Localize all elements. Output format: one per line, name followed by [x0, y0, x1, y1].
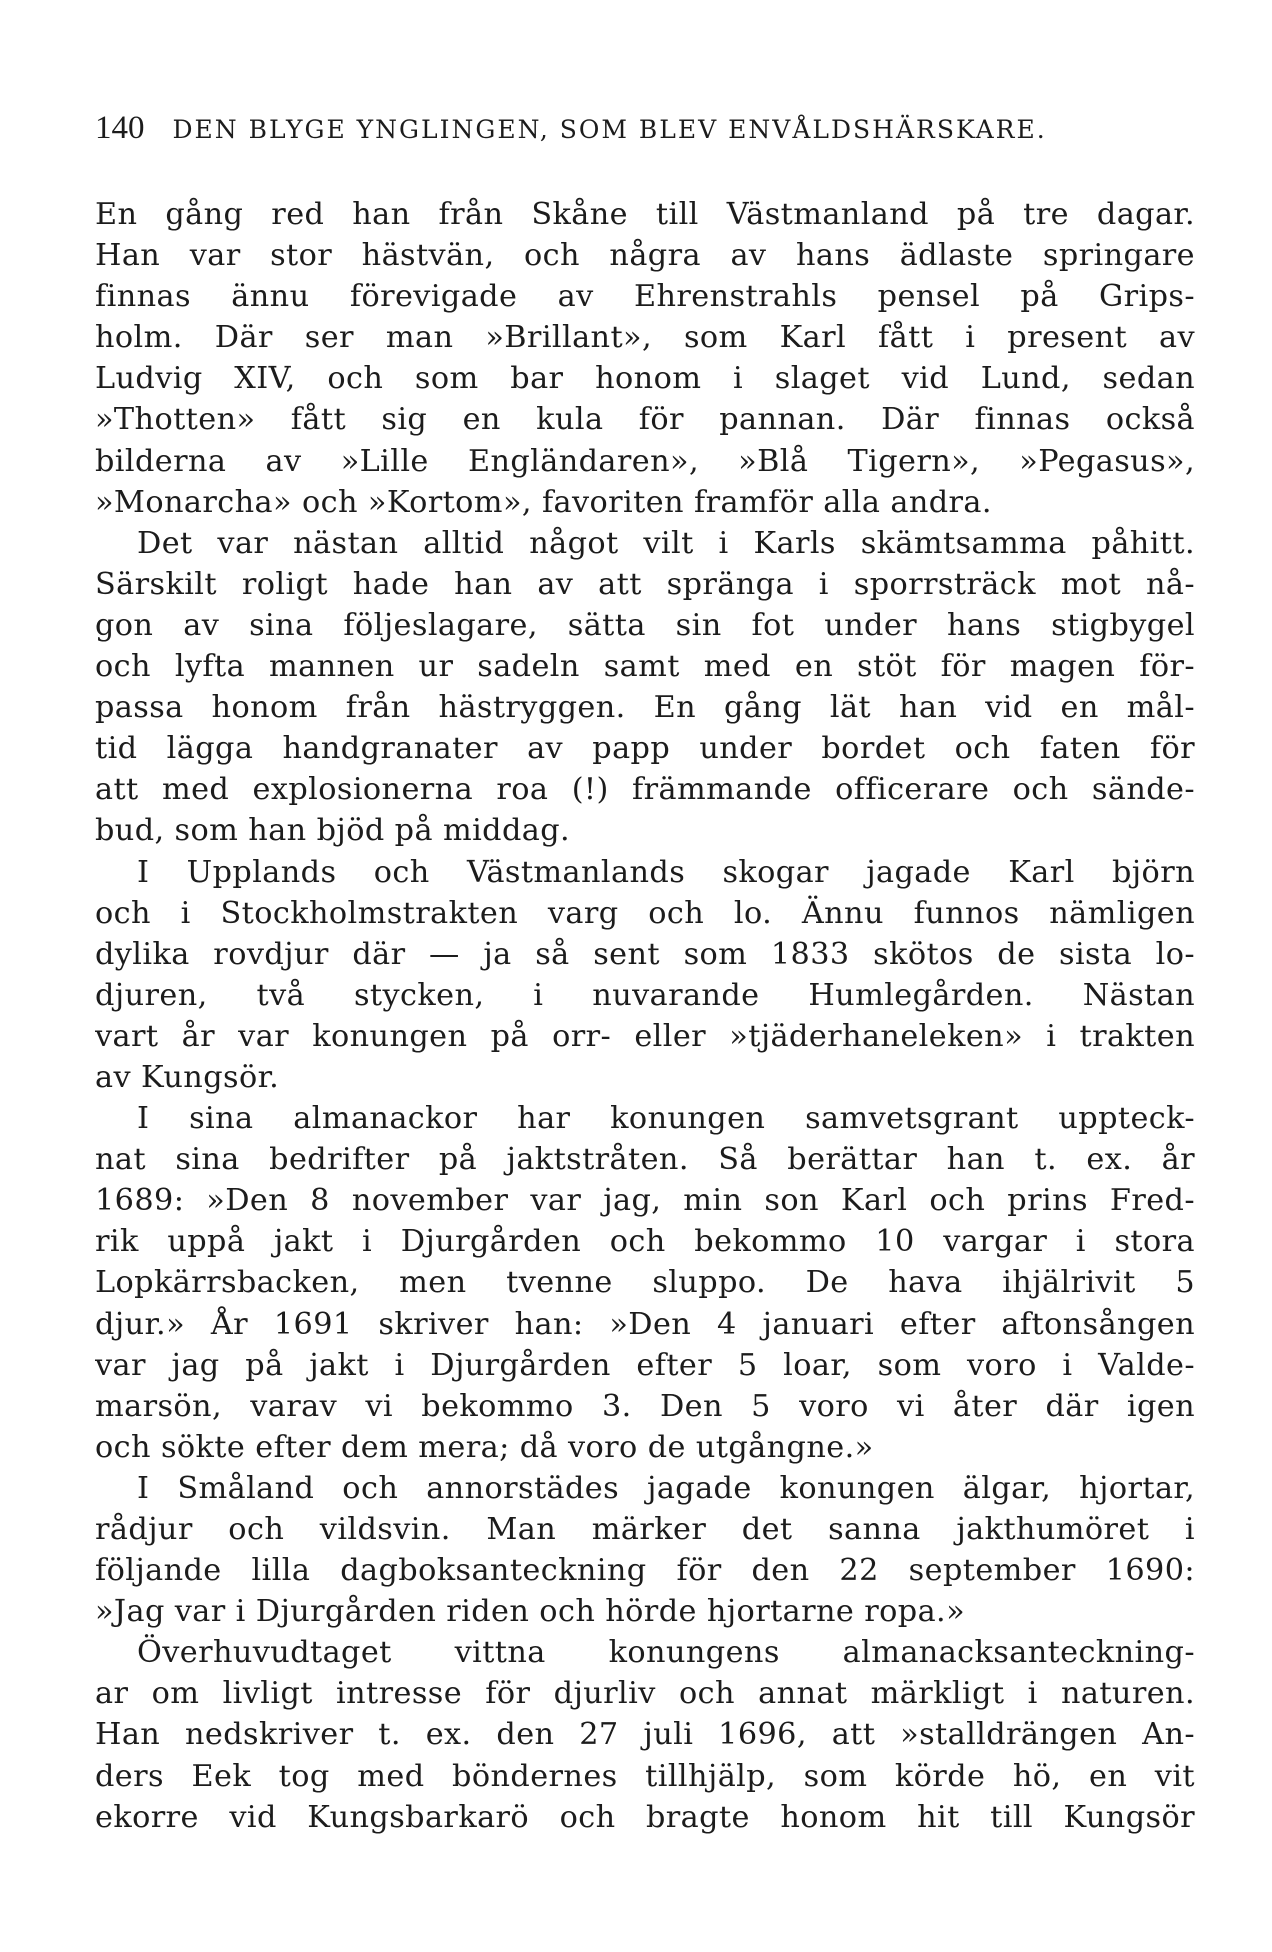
text-line: var jag på jakt i Djurgården efter 5 loar, som voro i Valde- [95, 1347, 1195, 1383]
book-page [95, 110, 1195, 1838]
text-line: finnas ännu förevigade av Ehrenstrahls pensel på Grips- [95, 279, 1195, 315]
text-line: I Upplands och Västmanlands skogar jagade Karl björn [137, 854, 1195, 890]
text-line: En gång red han från Skåne till Västmanland på tre dagar. [95, 197, 1195, 232]
text-line: nat sina bedrifter på jaktstråten. Så berättar han t. ex. år [95, 1142, 1195, 1178]
paragraph [95, 1098, 1195, 1468]
running-title: DEN BLYGE YNGLINGEN, SOM BLEV ENVÅLDSHÄRSKARE. [172, 115, 1047, 144]
text-line: ar om livligt intresse för djurliv och annat märkligt i naturen. [95, 1676, 1195, 1712]
text-line: och lyfta mannen ur sadeln samt med en stöt för magen för- [95, 649, 1195, 685]
text-line: djur.» År 1691 skriver han: »Den 4 januari efter aftonsången [95, 1306, 1195, 1342]
text-line: vart år var konungen på orr- eller »tjäderhaneleken» i trakten [95, 1018, 1195, 1054]
text-line: gon av sina följeslagare, sätta sin fot under hans stigbygel [95, 607, 1195, 643]
running-head [95, 110, 1195, 150]
text-line: Han var stor hästvän, och några av hans ädlaste springare [95, 238, 1195, 274]
text-line: 1689: »Den 8 november var jag, min son Karl och prins Fred- [95, 1183, 1195, 1219]
text-line: ekorre vid Kungsbarkarö och bragte honom hit till Kungsör [95, 1799, 1195, 1835]
text-line: rik uppå jakt i Djurgården och bekommo 10 vargar i stora [95, 1224, 1195, 1260]
text-line: följande lilla dagboksanteckning för den 22 september 1690: [95, 1553, 1195, 1589]
text-line: marsön, varav vi bekommo 3. Den 5 voro vi åter där igen [95, 1388, 1195, 1424]
text-line: rådjur och vildsvin. Man märker det sanna jakthumöret i [95, 1512, 1195, 1547]
text-line: djuren, två stycken, i nuvarande Humlegården. Nästan [95, 977, 1195, 1013]
text-line: I sina almanackor har konungen samvetsgrant uppteck- [137, 1101, 1195, 1137]
text-line: och i Stockholmstrakten varg och lo. Ännu funnos nämligen [95, 895, 1195, 931]
paragraph [95, 1632, 1195, 1837]
text-line: passa honom från hästryggen. En gång lät han vid en mål- [95, 690, 1195, 726]
text-line: ders Eek tog med böndernes tillhjälp, som körde hö, en vit [95, 1758, 1195, 1794]
text-line: »Jag var i Djurgården riden och hörde hjortarne ropa.» [95, 1594, 966, 1630]
text-line: »Monarcha» och »Kortom», favoriten framför alla andra. [95, 484, 992, 520]
text-line: Han nedskriver t. ex. den 27 juli 1696, att »stalldrängen An- [95, 1717, 1195, 1753]
text-line: tid lägga handgranater av papp under bordet och faten för [95, 731, 1195, 767]
paragraph [95, 194, 1195, 523]
text-line: holm. Där ser man »Brillant», som Karl fått i present av [95, 320, 1195, 356]
page-number: 140 [95, 110, 145, 146]
text-line: Överhuvudtaget vittna konungens almanacksanteckning- [137, 1635, 1195, 1671]
paragraph [95, 852, 1195, 1099]
text-line: bud, som han bjöd på middag. [95, 813, 571, 849]
paragraph [95, 523, 1195, 852]
text-line: Ludvig XIV, och som bar honom i slaget vid Lund, sedan [95, 361, 1195, 397]
text-line: »Thotten» fått sig en kula för pannan. Där finnas också [95, 402, 1195, 438]
text-line: Särskilt roligt hade han av att spränga i sporrsträck mot nå- [95, 566, 1195, 602]
text-line: och sökte efter dem mera; då voro de utgångne.» [95, 1429, 874, 1465]
text-line: att med explosionerna roa (!) främmande officerare och sände- [95, 772, 1195, 808]
text-line: bilderna av »Lille Engländaren», »Blå Tigern», »Pegasus», [95, 443, 1195, 479]
text-line: Det var nästan alltid något vilt i Karls skämtsamma påhitt. [137, 525, 1195, 561]
text-line: I Småland och annorstädes jagade konungen älgar, hjortar, [137, 1470, 1195, 1506]
body-text [95, 194, 1195, 1838]
paragraph [95, 1468, 1195, 1632]
text-line: dylika rovdjur där — ja så sent som 1833 skötos de sista lo- [95, 936, 1195, 972]
text-line: Lopkärrsbacken, men tvenne sluppo. De hava ihjälrivit 5 [95, 1265, 1195, 1301]
text-line: av Kungsör. [95, 1059, 280, 1095]
